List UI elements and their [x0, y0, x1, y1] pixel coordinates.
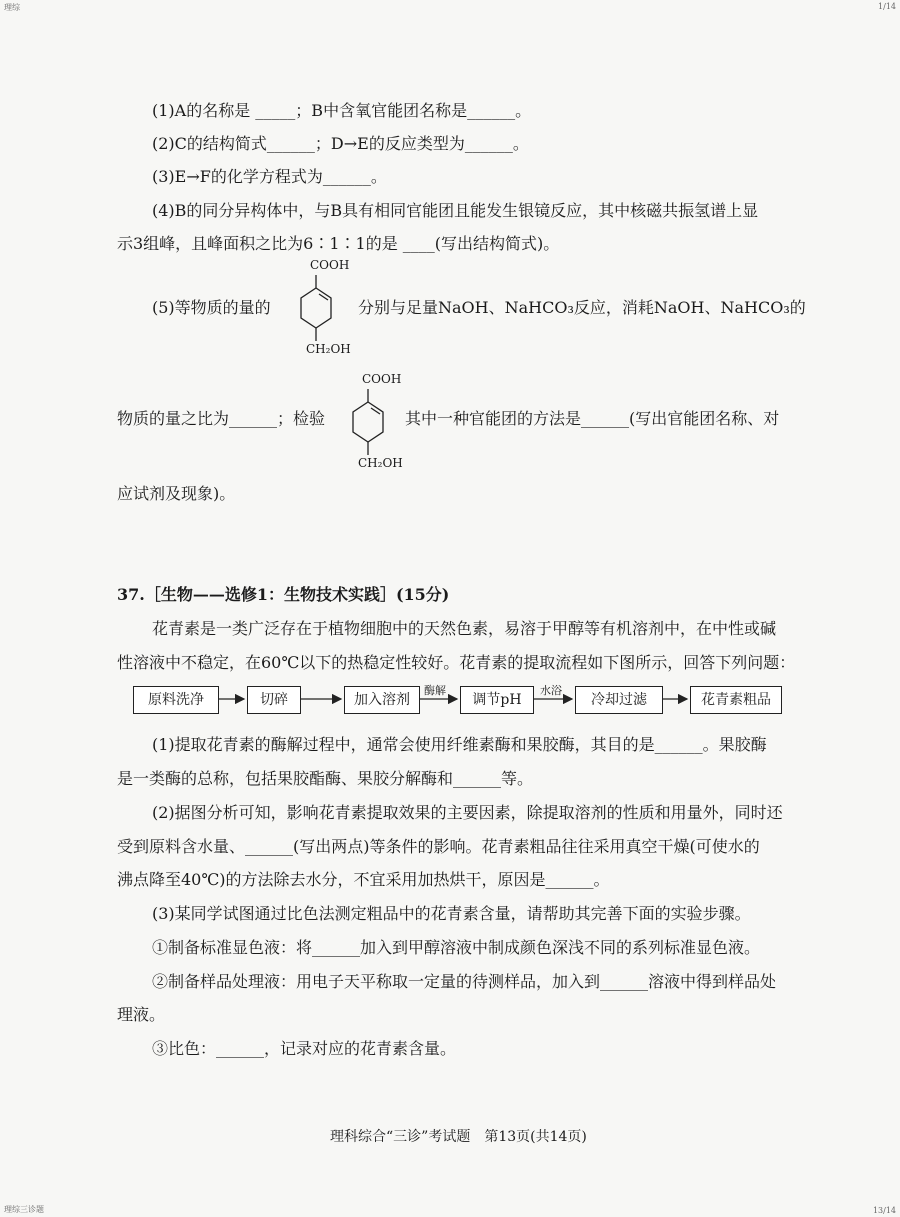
- corner-mark-bottom-left: 理综三诊题: [4, 1205, 44, 1214]
- q36-part4-line1: (4)B的同分异构体中，与B具有相同官能团且能发生银镜反应，其中核磁共振氢谱上显: [152, 201, 759, 220]
- page-footer: 理科综合“三诊”考试题 第13页(共14页): [330, 1129, 587, 1145]
- q37-step2-line2: 理液。: [117, 1005, 166, 1024]
- q36-part1: (1)A的名称是 _____；B中含氧官能团名称是______。: [152, 101, 532, 120]
- structure-diagram-1: [286, 258, 366, 358]
- struct2-ch2oh-label: CH₂OH: [358, 456, 403, 470]
- flow-step-5: 冷却过滤: [575, 686, 663, 714]
- q37-part2-line2: 受到原料含水量、______(写出两点)等条件的影响。花青素粗品往往采用真空干燥(可使水的: [117, 837, 760, 856]
- q37-intro-line1: 花青素是一类广泛存在于植物细胞中的天然色素，易溶于甲醇等有机溶剂中，在中性或碱: [152, 619, 777, 638]
- flow-step-1: 原料洗净: [133, 686, 219, 714]
- struct1-cooh-label: COOH: [310, 258, 350, 272]
- q36-part5-line1b: 分别与足量NaOH、NaHCO₃反应，消耗NaOH、NaHCO₃的: [358, 298, 806, 317]
- corner-mark-top-left: 理综: [4, 3, 20, 12]
- q37-part2-line3: 沸点降至40℃)的方法除去水分，不宜采用加热烘干，原因是______。: [117, 870, 610, 889]
- struct1-ch2oh-label: CH₂OH: [306, 342, 351, 356]
- q36-part5-line2a: 物质的量之比为______；检验: [117, 409, 326, 428]
- q36-part5-line2b: 其中一种官能团的方法是______(写出官能团名称、对: [405, 409, 780, 428]
- flow-label-water-bath: 水浴: [540, 684, 562, 697]
- struct2-cooh-label: COOH: [362, 372, 402, 386]
- flow-label-enzymolysis: 酶解: [424, 684, 446, 697]
- flow-step-6: 花青素粗品: [690, 686, 782, 714]
- flow-step-3: 加入溶剂: [344, 686, 420, 714]
- q37-part2-line1: (2)据图分析可知，影响花青素提取效果的主要因素，除提取溶剂的性质和用量外，同时还: [152, 803, 783, 822]
- q36-part3: (3)E→F的化学方程式为______。: [152, 167, 387, 186]
- q37-step3: ③比色：______，记录对应的花青素含量。: [152, 1039, 457, 1058]
- corner-mark-bottom-right: 13/14: [872, 1206, 896, 1215]
- q37-intro-line2: 性溶液中不稳定，在60℃以下的热稳定性较好。花青素的提取流程如下图所示，回答下列问题：: [117, 653, 796, 672]
- q36-part5-line1a: (5)等物质的量的: [152, 298, 271, 317]
- q37-title: 37.［生物——选修1：生物技术实践］(15分): [117, 585, 450, 604]
- flow-step-4: 调节pH: [460, 686, 534, 714]
- q37-part1-line1: (1)提取花青素的酶解过程中，通常会使用纤维素酶和果胶酶，其目的是______。果胶酶: [152, 735, 767, 754]
- flow-arrows: [0, 685, 900, 715]
- q37-step1: ①制备标准显色液：将______加入到甲醇溶液中制成颜色深浅不同的系列标准显色液。: [152, 938, 761, 957]
- q37-step2-line1: ②制备样品处理液：用电子天平称取一定量的待测样品，加入到______溶液中得到样品处: [152, 972, 777, 991]
- q36-part4-line2: 示3组峰，且峰面积之比为6∶1∶1的是 ____(写出结构简式)。: [117, 234, 560, 253]
- corner-mark-top-right: 1/14: [878, 2, 896, 11]
- q37-part1-line2: 是一类酶的总称，包括果胶酯酶、果胶分解酶和______等。: [117, 769, 534, 788]
- q37-part3-intro: (3)某同学试图通过比色法测定粗品中的花青素含量，请帮助其完善下面的实验步骤。: [152, 904, 751, 923]
- flow-step-2: 切碎: [247, 686, 301, 714]
- q36-part5-line3: 应试剂及现象)。: [117, 484, 236, 503]
- q36-part2: (2)C的结构简式______；D→E的反应类型为______。: [152, 134, 529, 153]
